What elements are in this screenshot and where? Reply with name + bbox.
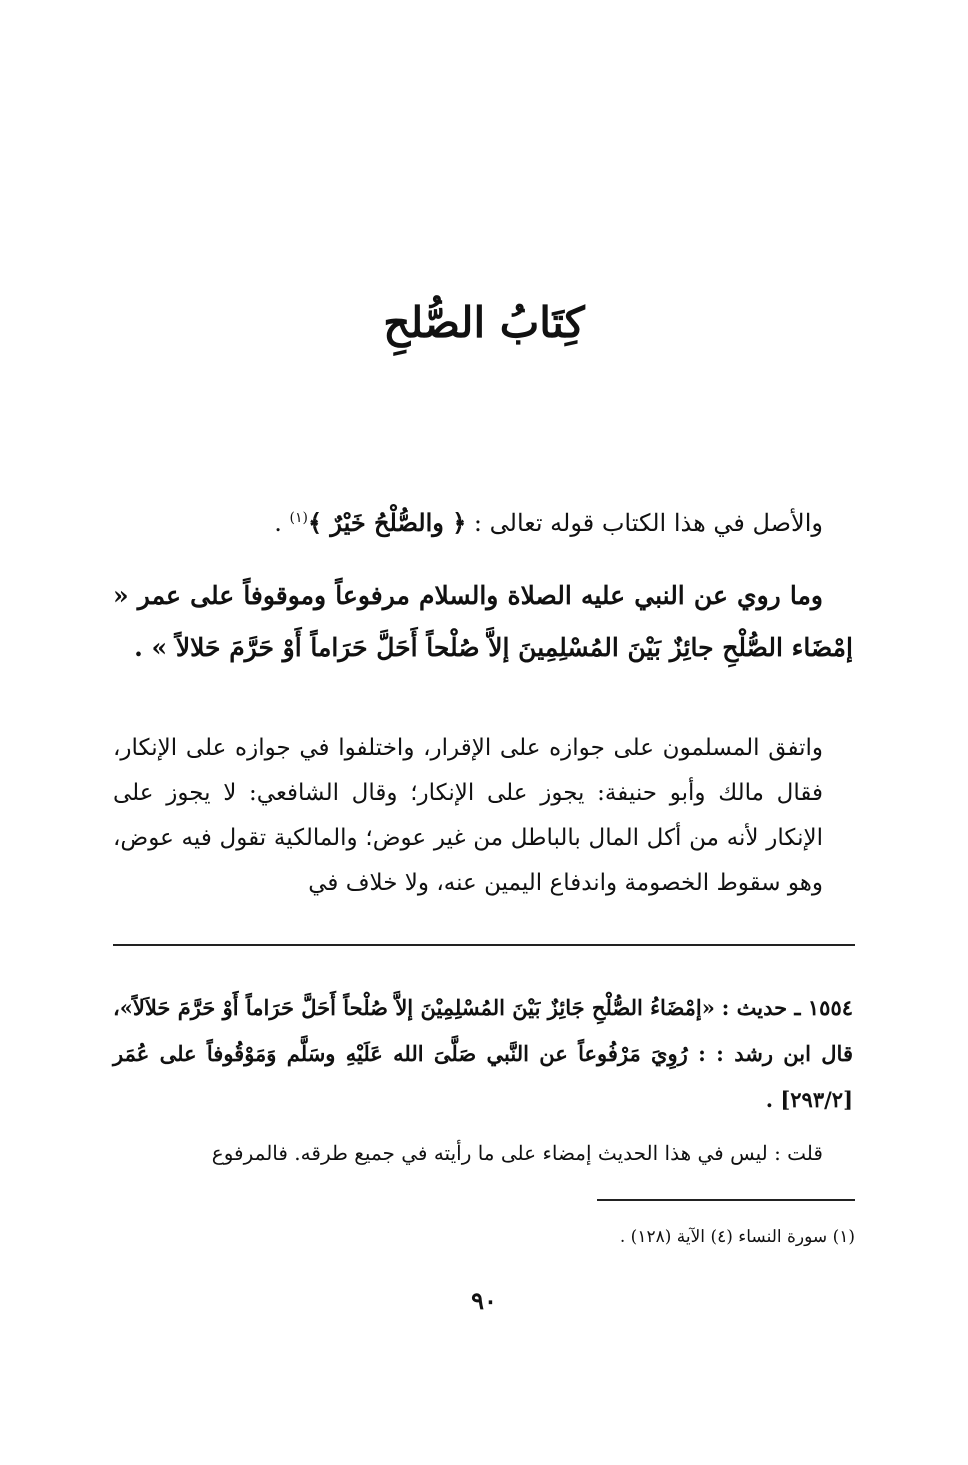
commentary-note: قلت : ليس في هذا الحديث إمضاء على ما رأيته في جميع طرقه. فالمرفوع xyxy=(211,1141,823,1165)
intro-end: . xyxy=(274,509,290,537)
intro-paragraph xyxy=(113,496,853,545)
page-number: ٩٠ xyxy=(471,1286,497,1315)
footnote-reference: (١) xyxy=(289,510,308,526)
note-number: ١٥٥٤ ـ حديث : xyxy=(721,995,854,1020)
hadith-quote: « إمْضَاء الصُّلْحِ جائِزٌ بَيْنَ المُسْلِمِينَ إلاَّ صُلْحاً أَحَلَّ حَرَاماً أَوْ حَرَّمَ حَلالاً » . xyxy=(113,581,853,662)
main-paragraph-text: واتفق المسلمون على جوازه على الإقرار، واختلفوا في جوازه على الإنكار، فقال مالك وأبو حنيفة: يجوز على الإنكار؛ وقال الشافعي: لا يجوز على الإنكار لأنه من أكل المال بالباطل من غير عوض؛ والمالكية تقول فيه عوض، وهو سقوط الخصومة واندفاع اليمين عنه، ولا خلاف في xyxy=(113,735,823,896)
note-text: ، قال ابن رشد : : رُوِيَ مَرْفُوعاً عن النَّبي صَلَّىَ الله عَلَيْهِ وسَلَّم وَمَوْقُوفاً على عُمَر [٢٩٣/٢] . xyxy=(113,995,853,1112)
note-quote: «إمْضَاءُ الصُّلْحِ جَائِزٌ بَيْنَ المُسْلِمِيْنَ إلاَّ صُلْحاً أَحَلَّ حَرَاماً أَوْ حَرَّمَ حَلاَلاً» xyxy=(119,995,715,1020)
main-paragraph xyxy=(113,726,853,906)
hadith-lead: وما روي عن النبي عليه الصلاة والسلام مرفوعاً وموقوفاً على عمر xyxy=(137,581,823,610)
short-separator xyxy=(597,1199,855,1201)
intro-text: والأصل في هذا الكتاب قوله تعالى : xyxy=(466,509,823,537)
footnote: (١) سورة النساء (٤) الآية (١٢٨) . xyxy=(619,1227,855,1247)
hadith-note xyxy=(113,985,853,1123)
quran-verse: ﴿ والصُّلْحُ خَيْرٌ ﴾ xyxy=(307,508,467,537)
footnote-separator xyxy=(113,944,855,946)
chapter-title: كِتَابُ الصُّلحِ xyxy=(383,298,585,347)
hadith-paragraph xyxy=(113,570,853,674)
